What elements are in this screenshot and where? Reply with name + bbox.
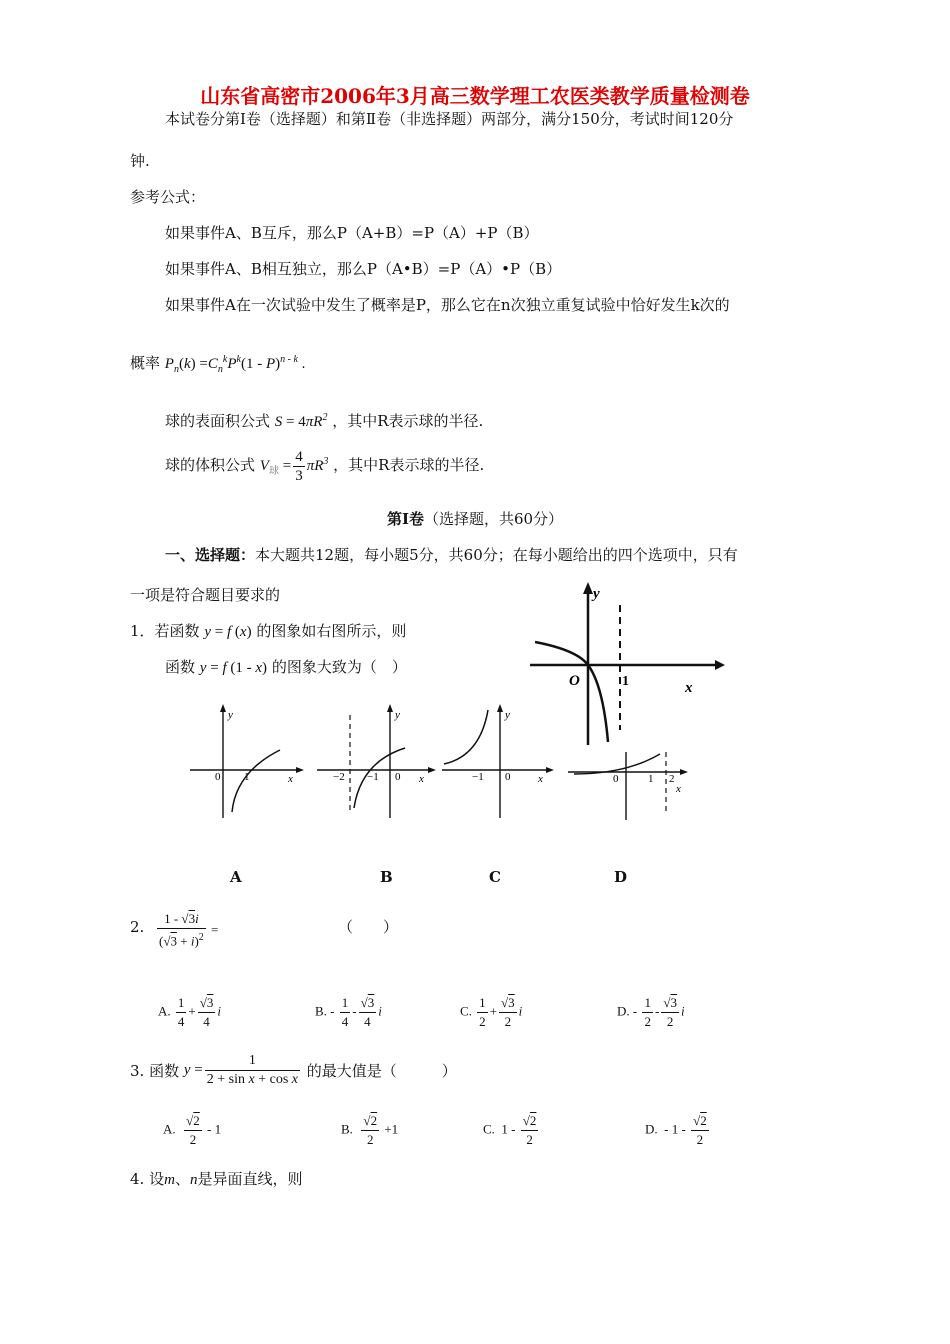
- svg-text:0: 0: [215, 771, 221, 783]
- q1-line2: 函数 y = f (1 - x) 的图象大致为（ ）: [165, 658, 407, 676]
- q1-option-a[interactable]: A: [230, 868, 242, 886]
- q2-answer-paren: （ ）: [338, 918, 399, 936]
- q3-option-a[interactable]: A. $\frac{√2}{2}$ - 1: [163, 1113, 222, 1147]
- reference-heading: 参考公式：: [130, 188, 206, 206]
- intro-line2: 钟.: [130, 152, 150, 170]
- svg-text:y: y: [505, 709, 510, 721]
- q2-option-a[interactable]: A. $\frac{1}{4}$ + $\frac{√3}{4}$ i: [158, 995, 221, 1029]
- svg-text:1: 1: [648, 773, 654, 785]
- intro-line1: 本试卷分第Ⅰ卷（选择题）和第Ⅱ卷（非选择题）两部分，满分150分，考试时间120分: [165, 110, 734, 128]
- formula-independent: 如果事件A、B相互独立，那么P（A•B）=P（A）•P（B）: [165, 260, 562, 278]
- svg-text:0: 0: [395, 771, 401, 783]
- binomial-formula: $P_n(k) =C_n^kP^k(1 - P)^{n - k}$ .: [164, 354, 306, 375]
- q2-option-d[interactable]: D. - $\frac{1}{2}$ - $\frac{√3}{2}$ i: [617, 995, 685, 1029]
- binomial-prefix: 概率: [130, 354, 161, 372]
- svg-text:2: 2: [669, 773, 675, 785]
- sphere-vol-line: [165, 448, 484, 485]
- sphere-vol-suffix: ，其中R表示球的半径.: [333, 455, 485, 474]
- q1-option-d[interactable]: D: [614, 868, 628, 886]
- sphere-area-prefix: 球的表面积公式: [165, 412, 271, 430]
- section1-line1: 一、选择题：本大题共12题，每小题5分，共60分；在每小题给出的四个选项中，只有: [165, 546, 738, 564]
- svg-text:y: y: [395, 709, 400, 721]
- svg-text:O: O: [569, 673, 580, 689]
- page-title: 山东省高密市2006年3月高三数学理工农医类教学质量检测卷: [200, 84, 750, 108]
- svg-text:x: x: [288, 773, 293, 785]
- q3-option-c[interactable]: C. 1 - $\frac{√2}{2}$: [483, 1113, 537, 1147]
- svg-text:x: x: [538, 773, 543, 785]
- q1-option-b[interactable]: B: [380, 868, 393, 886]
- q1-option-b-graph: [315, 700, 440, 820]
- formula-binomial-line1: 如果事件A在一次试验中发生了概率是P，那么它在n次独立重复试验中恰好发生k次的: [165, 296, 730, 314]
- sphere-area-line: [165, 410, 483, 431]
- svg-text:0: 0: [613, 773, 619, 785]
- svg-text:y: y: [228, 709, 233, 721]
- q1-option-d-graph: [566, 750, 691, 822]
- svg-text:x: x: [676, 783, 681, 795]
- q1-option-c[interactable]: C: [489, 868, 501, 886]
- svg-text:1: 1: [622, 674, 629, 689]
- q1-option-c-graph: [440, 700, 558, 820]
- q2-option-b[interactable]: B. - $\frac{1}{4}$ - $\frac{√3}{4}$ i: [315, 995, 382, 1029]
- q2-number: 2.: [130, 918, 145, 936]
- svg-text:x: x: [685, 680, 693, 696]
- sphere-vol-prefix: 球的体积公式: [165, 455, 256, 474]
- sphere-area-formula: $S = 4\pi R^2$: [274, 412, 328, 430]
- svg-text:0: 0: [505, 771, 511, 783]
- q2-expression: $\frac{1 - √3i}{(√3 + i)^2}$ =: [159, 911, 219, 949]
- formula-mutually-exclusive: 如果事件A、B互斥，那么P（A+B）=P（A）+P（B）: [165, 224, 539, 242]
- part1-heading: 第Ⅰ卷（选择题，共60分）: [386, 510, 564, 528]
- q3-line: 3. 函数 y = $\frac{1}{\text{2 + sin x + cos x}}$ 的最大值是（ ）: [130, 1053, 457, 1087]
- svg-text:1: 1: [244, 771, 250, 783]
- svg-text:x: x: [419, 773, 424, 785]
- q4-line: 4. 设m、n是异面直线，则: [130, 1170, 303, 1188]
- q3-option-d[interactable]: D. - 1 - $\frac{√2}{2}$: [645, 1113, 707, 1147]
- section1-line2: 一项是符合题目要求的: [130, 586, 281, 604]
- formula-binomial-line2: [130, 352, 305, 375]
- sphere-area-suffix: ，其中R表示球的半径.: [332, 412, 484, 430]
- q2-option-c[interactable]: C. $\frac{1}{2}$ + $\frac{√3}{2}$ i: [460, 995, 523, 1029]
- svg-text:−1: −1: [472, 771, 484, 783]
- q1-line1: 1．若函数 y = f (x) 的图象如右图所示，则: [130, 622, 407, 640]
- q3-option-b[interactable]: B. $\frac{√2}{2}$ +1: [341, 1113, 399, 1147]
- svg-text:−1: −1: [367, 771, 379, 783]
- svg-text:y: y: [593, 586, 600, 602]
- svg-text:−2: −2: [333, 771, 345, 783]
- q1-option-a-graph: [188, 700, 306, 820]
- sphere-vol-formula: $V_球$ = $\frac{4}{3}$ $\pi R^3$: [259, 449, 329, 484]
